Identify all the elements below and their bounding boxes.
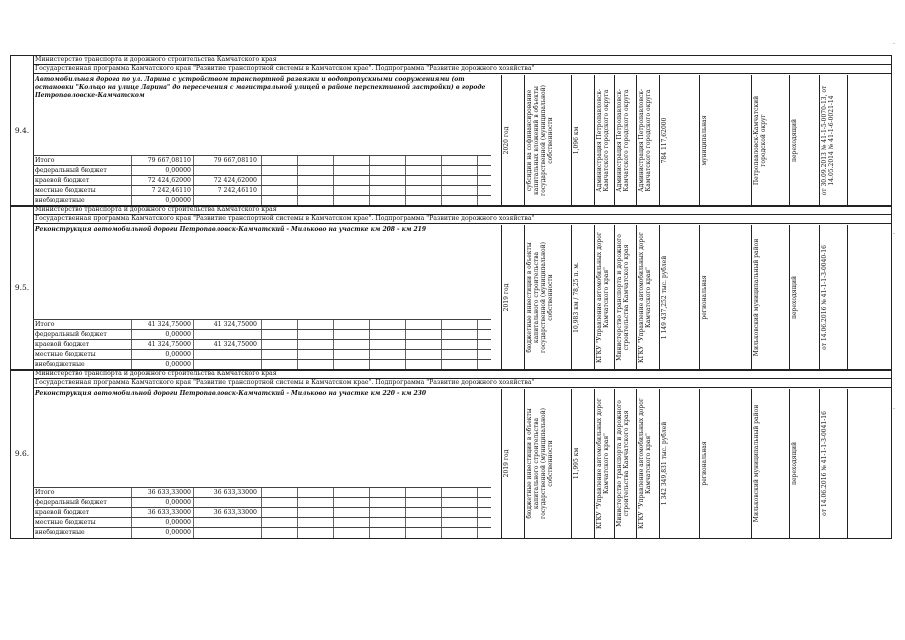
column-divider [847, 225, 848, 370]
finance-label: местные бюджеты [35, 519, 96, 526]
finance-label: местные бюджеты [35, 351, 96, 358]
column-divider [699, 225, 700, 370]
column-divider [659, 225, 660, 370]
row-number: 9.4. [11, 56, 34, 206]
column-divider [524, 225, 525, 370]
cell-divider [333, 528, 334, 538]
ministry-header: Министерство транспорта и дорожного строительства Камчатского края [33, 370, 891, 379]
attribute-column-text: 2020 год [503, 126, 510, 155]
attribute-column-text: 784 117,62000 [661, 117, 668, 164]
program-header: Государственная программа Камчатского края "Развитие транспортной системы в Камчатском крае". Подпрограмма "Развитие дорожного хозяйства" [33, 379, 891, 388]
attribute-column-text: 1 149 437,252 тыс. рублей [661, 255, 668, 340]
project-title: Реконструкция автомобильной дороги Петропавловск-Камчатский - Мильково на участке км 208 - км 219 [35, 226, 427, 233]
column-divider [636, 225, 637, 370]
finance-total-value: 0,00000 [165, 361, 191, 368]
finance-total-value: 36 633,33000 [147, 489, 191, 496]
project-block [10, 369, 892, 539]
attribute-column-text: 2019 год [503, 449, 510, 478]
column-divider [751, 389, 752, 538]
cell-divider [477, 528, 478, 538]
program-header: Государственная программа Камчатского края "Развитие транспортной системы в Камчатском крае". Подпрограмма "Развитие дорожного хозяйства" [33, 65, 891, 74]
finance-label: краевой бюджет [35, 177, 90, 184]
attribute-column-text: 2019 год [503, 283, 510, 312]
finance-year-value: 79 667,08110 [213, 157, 257, 164]
finance-label: местные бюджеты [35, 187, 96, 194]
finance-label: Итого [35, 489, 55, 496]
attribute-column-text: от 30.09.2013 № 41-1-5-0070-13, от 14.05.2014 № 41-1-6-0021-14 [821, 85, 835, 196]
finance-total-value: 72 424,62000 [147, 177, 191, 184]
finance-total-value: 41 324,75000 [147, 321, 191, 328]
finance-label: внебюджетные [35, 361, 85, 368]
finance-label: федеральный бюджет [35, 331, 107, 338]
column-divider [594, 75, 595, 206]
finance-year-value: 7 242,46110 [217, 187, 257, 194]
column-divider [659, 389, 660, 538]
attribute-column-text: 11,995 км [573, 447, 580, 480]
column-divider [789, 389, 790, 538]
attribute-column-text: КГКУ "Управление автомобильных дорог Камчатского края" [638, 397, 652, 530]
attribute-column-text: региональная [701, 441, 708, 486]
attribute-column-text: КГКУ "Управление автомобильных дорог Камчатского края" [596, 231, 610, 364]
column-divider [501, 75, 502, 206]
column-divider [751, 75, 752, 206]
attribute-column-text: субсидии на софинансирование капитальных вложений в объекты государственной (муниципальной) собственности [526, 85, 554, 196]
column-divider [594, 389, 595, 538]
attribute-column-text: 10,983 км / 78,25 п. м. [573, 262, 580, 333]
finance-label: Итого [35, 321, 55, 328]
finance-total-value: 41 324,75000 [147, 341, 191, 348]
column-divider [571, 75, 572, 206]
project-title: Автомобильная дорога по ул. Ларина с устройством транспортной развязки и водопропускными сооружениями (от остановки "Кольцо на улице Ларина" до пересечения с магистральной улицей в районе перспективной застройки) в городе Петропавловске-Камчатском [35, 76, 486, 99]
attribute-column-text: Администрация Петропавловск-Камчатского городского округа [596, 89, 610, 192]
scan-mark: - [893, 230, 896, 237]
cell-divider [405, 528, 406, 538]
finance-total-value: 0,00000 [165, 197, 191, 204]
cell-divider [441, 528, 442, 538]
finance-label: внебюджетные [35, 529, 85, 536]
attribute-column-text: Администрация Петропавловск-Камчатского городского округа [638, 89, 652, 192]
finance-label: внебюджетные [35, 197, 85, 204]
finance-label: Итого [35, 157, 55, 164]
cell-divider [369, 528, 370, 538]
cell-divider [297, 528, 298, 538]
column-divider [789, 225, 790, 370]
column-divider [571, 225, 572, 370]
finance-total-value: 0,00000 [165, 351, 191, 358]
column-divider [847, 389, 848, 538]
column-divider [636, 75, 637, 206]
finance-year-value: 36 633,33000 [213, 509, 257, 516]
column-divider [614, 225, 615, 370]
attribute-column-text: муниципальная [701, 115, 708, 166]
scan-mark: - [893, 40, 896, 47]
attribute-column-text: Министерство транспорта и дорожного строительства Камчатского края [616, 234, 630, 361]
attribute-column-text: Мильковский муниципальный район [753, 404, 760, 523]
program-header: Государственная программа Камчатского края "Развитие транспортной системы в Камчатском крае". Подпрограмма "Развитие дорожного хозяйства" [33, 215, 891, 224]
attribute-column-text: переходящий [791, 442, 798, 485]
column-divider [501, 225, 502, 370]
attribute-column-text: 1,096 км [573, 126, 580, 155]
column-divider [501, 389, 502, 538]
attribute-column-text: от 14.06.2016 № 41-1-1-3-0040-16 [821, 245, 828, 350]
finance-year-value: 72 424,62000 [213, 177, 257, 184]
column-divider [699, 389, 700, 538]
column-divider [819, 225, 820, 370]
finance-label: федеральный бюджет [35, 167, 107, 174]
finance-label: федеральный бюджет [35, 499, 107, 506]
column-divider [594, 225, 595, 370]
attribute-column-text: Петропавловск-Камчатский городской округ [753, 95, 767, 186]
project-block [10, 55, 892, 207]
finance-label: краевой бюджет [35, 509, 90, 516]
finance-total-value: 0,00000 [165, 331, 191, 338]
attribute-column-text: Мильковский муниципальный район [753, 238, 760, 357]
ministry-header: Министерство транспорта и дорожного строительства Камчатского края [33, 56, 891, 65]
column-divider [614, 75, 615, 206]
column-divider [636, 389, 637, 538]
finance-total-value: 0,00000 [165, 519, 191, 526]
column-divider [699, 75, 700, 206]
attribute-column-text: региональная [701, 275, 708, 320]
attribute-column-text: КГКУ "Управление автомобильных дорог Камчатского края" [638, 231, 652, 364]
attribute-column-text: бюджетные инвестиции в объекты капитального строительства государственной (муниципальной) собственности [526, 408, 554, 519]
project-title: Реконструкция автомобильной дороги Петропавловск-Камчатский - Мильково на участке км 220 - км 230 [35, 390, 427, 397]
project-block [10, 205, 892, 371]
finance-total-value: 7 242,46110 [151, 187, 191, 194]
cell-divider [193, 528, 194, 538]
attribute-column-text: Администрация Петропавловск-Камчатского городского округа [616, 89, 630, 192]
column-divider [659, 75, 660, 206]
column-divider [819, 75, 820, 206]
finance-total-value: 0,00000 [165, 529, 191, 536]
column-divider [751, 225, 752, 370]
finance-total-value: 0,00000 [165, 167, 191, 174]
finance-label: краевой бюджет [35, 341, 90, 348]
row-number: 9.5. [11, 206, 34, 370]
finance-year-value: 41 324,75000 [213, 321, 257, 328]
attribute-column-text: бюджетные инвестиции в объекты капитального строительства государственной (муниципальной) собственности [526, 242, 554, 353]
attribute-column-text: переходящий [791, 276, 798, 319]
finance-total-value: 0,00000 [165, 499, 191, 506]
column-divider [524, 75, 525, 206]
column-divider [819, 389, 820, 538]
attribute-column-text: переходящий [791, 119, 798, 162]
row-number: 9.6. [11, 370, 34, 538]
column-divider [789, 75, 790, 206]
column-divider [524, 389, 525, 538]
finance-row [33, 527, 491, 538]
finance-year-value: 36 633,33000 [213, 489, 257, 496]
column-divider [847, 75, 848, 206]
finance-year-value: 41 324,75000 [213, 341, 257, 348]
column-divider [571, 389, 572, 538]
finance-total-value: 79 667,08110 [147, 157, 191, 164]
cell-divider [131, 528, 132, 538]
attribute-column-text: КГКУ "Управление автомобильных дорог Камчатского края" [596, 397, 610, 530]
attribute-column-text: Министерство транспорта и дорожного строительства Камчатского края [616, 400, 630, 527]
column-divider [614, 389, 615, 538]
attribute-column-text: 1 342 349,831 тыс. рублей [661, 421, 668, 506]
cell-divider [261, 528, 262, 538]
finance-total-value: 36 633,33000 [147, 509, 191, 516]
ministry-header: Министерство транспорта и дорожного строительства Камчатского края [33, 206, 891, 215]
attribute-column-text: от 14.06.2016 № 41-1-1-3-0041-16 [821, 411, 828, 516]
scan-mark: - [893, 405, 896, 412]
